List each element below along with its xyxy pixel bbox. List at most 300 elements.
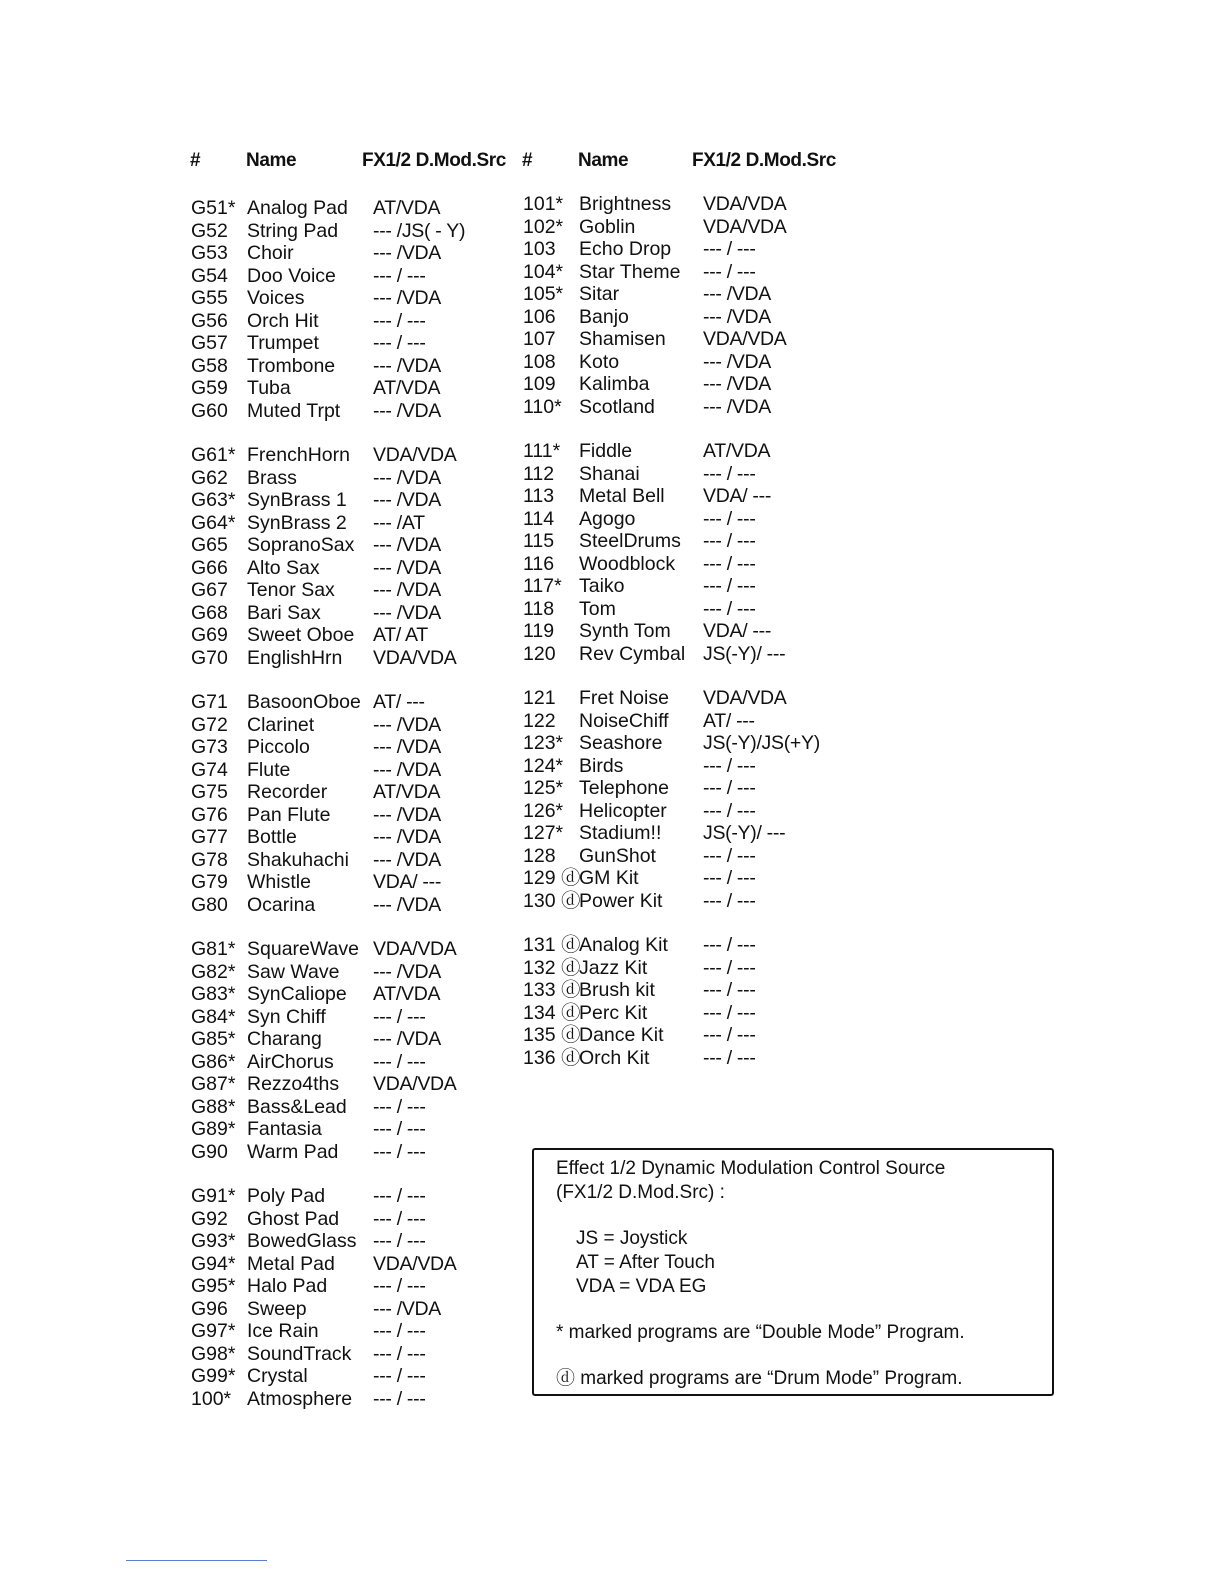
program-number: 106 xyxy=(523,305,556,328)
program-row xyxy=(523,193,883,216)
program-name: Metal Pad xyxy=(247,1252,335,1275)
program-row xyxy=(523,1047,883,1070)
program-fx-source: VDA/ --- xyxy=(703,485,772,507)
program-number: 124* xyxy=(523,754,564,777)
program-name: Bass&Lead xyxy=(247,1095,347,1118)
program-name: Crystal xyxy=(247,1365,308,1387)
program-row xyxy=(191,400,551,423)
program-row xyxy=(523,800,883,823)
program-group xyxy=(523,440,883,665)
program-name: Analog Kit xyxy=(579,934,668,956)
program-row xyxy=(523,328,883,351)
program-row xyxy=(523,283,883,306)
program-fx-source: --- / --- xyxy=(373,264,426,287)
right-header-fx: FX1/2 D.Mod.Src xyxy=(692,150,836,171)
program-name: Rezzo4ths xyxy=(247,1073,340,1095)
program-name: Analog Pad xyxy=(247,197,348,219)
program-fx-source: --- / --- xyxy=(373,1095,426,1118)
program-row xyxy=(191,242,551,265)
program-number: 120 xyxy=(523,642,556,665)
program-number: G90 xyxy=(191,1140,228,1163)
program-name: Trombone xyxy=(247,354,336,377)
program-fx-source: --- / --- xyxy=(703,777,756,799)
program-fx-source: --- /VDA xyxy=(373,242,442,264)
program-number: G59 xyxy=(191,377,228,399)
program-number: 129 ⓓ xyxy=(523,867,581,889)
program-row xyxy=(191,1051,551,1074)
program-number: G82* xyxy=(191,960,236,983)
program-number: 102* xyxy=(523,215,564,238)
program-number: 117* xyxy=(523,575,562,597)
program-row xyxy=(523,822,883,845)
program-number: 103 xyxy=(523,238,556,260)
program-fx-source: VDA/ --- xyxy=(373,871,442,893)
program-fx-source: --- / --- xyxy=(373,309,426,332)
program-fx-source: --- /VDA xyxy=(373,826,442,848)
program-number: 118 xyxy=(523,597,555,620)
program-number: 101* xyxy=(523,193,564,215)
program-row xyxy=(191,894,551,917)
program-row xyxy=(191,826,551,849)
program-name: Echo Drop xyxy=(579,238,672,260)
program-row xyxy=(523,710,883,733)
program-name: Saw Wave xyxy=(247,960,340,983)
program-name: Brightness xyxy=(579,193,672,215)
program-fx-source: --- / --- xyxy=(703,1024,756,1046)
program-name: Charang xyxy=(247,1028,322,1050)
program-number: G53 xyxy=(191,242,228,264)
program-fx-source: --- / --- xyxy=(373,332,426,354)
program-number: G91* xyxy=(191,1185,236,1207)
left-program-column xyxy=(191,197,551,1432)
program-number: G67 xyxy=(191,579,228,601)
program-fx-source: --- / --- xyxy=(703,934,756,956)
program-number: 119 xyxy=(523,620,555,642)
left-header-fx: FX1/2 D.Mod.Src xyxy=(362,150,506,171)
program-name: Metal Bell xyxy=(579,485,665,507)
program-name: Orch Hit xyxy=(247,309,319,332)
program-row xyxy=(191,714,551,737)
program-row xyxy=(191,197,551,220)
program-number: G65 xyxy=(191,534,228,556)
right-program-column xyxy=(523,193,883,1091)
program-row xyxy=(523,643,883,666)
program-fx-source: --- / --- xyxy=(373,1207,426,1230)
program-row xyxy=(191,624,551,647)
program-number: G54 xyxy=(191,264,228,287)
program-number: G93* xyxy=(191,1230,236,1252)
legend-drum-note: ⓓ marked programs are “Drum Mode” Program. xyxy=(556,1368,963,1389)
program-number: G97* xyxy=(191,1320,236,1342)
program-name: Ice Rain xyxy=(247,1320,319,1342)
program-name: Jazz Kit xyxy=(579,956,648,979)
program-row xyxy=(523,598,883,621)
program-name: Brass xyxy=(247,466,297,489)
program-fx-source: JS(-Y)/JS(+Y) xyxy=(703,732,820,754)
program-number: G84* xyxy=(191,1005,236,1028)
program-fx-source: --- / --- xyxy=(373,1387,426,1410)
legend-subtitle: (FX1/2 D.Mod.Src) : xyxy=(556,1182,725,1203)
program-name: FrenchHorn xyxy=(247,444,350,466)
program-row xyxy=(523,396,883,419)
program-row xyxy=(523,845,883,868)
program-group xyxy=(191,1185,551,1410)
program-number: 107 xyxy=(523,328,556,350)
program-number: G62 xyxy=(191,466,228,489)
program-row xyxy=(191,938,551,961)
left-header-num: # xyxy=(190,150,201,171)
program-number: G71 xyxy=(191,691,228,713)
program-fx-source: --- /VDA xyxy=(373,287,442,309)
program-row xyxy=(523,890,883,913)
program-number: 110* xyxy=(523,395,562,418)
program-name: Doo Voice xyxy=(247,264,336,287)
program-name: Sweet Oboe xyxy=(247,624,355,646)
program-fx-source: AT/VDA xyxy=(373,377,441,399)
program-fx-source: VDA/VDA xyxy=(373,646,457,669)
program-fx-source: --- / --- xyxy=(703,238,756,260)
program-name: Whistle xyxy=(247,871,311,893)
program-number: G56 xyxy=(191,309,228,332)
program-number: 104* xyxy=(523,260,564,283)
legend-js: JS = Joystick xyxy=(576,1228,688,1249)
program-name: Dance Kit xyxy=(579,1024,664,1046)
program-group xyxy=(191,444,551,669)
program-number: G77 xyxy=(191,826,228,848)
program-row xyxy=(191,759,551,782)
program-number: G57 xyxy=(191,332,228,354)
program-fx-source: VDA/VDA xyxy=(373,938,457,960)
program-name: Banjo xyxy=(579,305,629,328)
program-number: G94* xyxy=(191,1252,236,1275)
program-fx-source: AT/VDA xyxy=(373,197,441,219)
program-name: Sitar xyxy=(579,283,620,305)
program-fx-source: --- /VDA xyxy=(373,960,442,983)
program-fx-source: --- /VDA xyxy=(373,489,442,511)
program-row xyxy=(523,508,883,531)
program-row xyxy=(523,373,883,396)
program-fx-source: --- /VDA xyxy=(373,466,442,489)
program-name: Koto xyxy=(579,350,620,373)
program-fx-source: VDA/VDA xyxy=(703,328,787,350)
program-number: 112 xyxy=(523,462,555,485)
program-group xyxy=(523,687,883,912)
program-fx-source: AT/ AT xyxy=(373,624,428,646)
program-fx-source: --- /VDA xyxy=(703,283,772,305)
program-number: G64* xyxy=(191,511,236,534)
program-fx-source: --- / --- xyxy=(703,507,756,530)
right-header-num: # xyxy=(522,150,533,171)
program-name: EnglishHrn xyxy=(247,646,343,669)
program-fx-source: --- / --- xyxy=(373,1365,426,1387)
program-group xyxy=(191,938,551,1163)
program-row xyxy=(191,781,551,804)
program-number: G95* xyxy=(191,1275,236,1297)
program-fx-source: --- / --- xyxy=(703,1001,756,1024)
program-number: G83* xyxy=(191,983,236,1005)
program-row xyxy=(191,310,551,333)
program-fx-source: --- / --- xyxy=(703,260,756,283)
program-number: 123* xyxy=(523,732,564,754)
program-fx-source: --- / --- xyxy=(373,1342,426,1365)
program-number: 105* xyxy=(523,283,564,305)
program-number: G89* xyxy=(191,1118,236,1140)
program-name: Atmosphere xyxy=(247,1387,353,1410)
program-number: G69 xyxy=(191,624,228,646)
program-number: G98* xyxy=(191,1342,236,1365)
program-row xyxy=(191,961,551,984)
program-row xyxy=(191,1096,551,1119)
program-name: SquareWave xyxy=(247,938,360,960)
program-row xyxy=(191,1365,551,1388)
program-name: SynCaliope xyxy=(247,983,347,1005)
program-fx-source: --- / --- xyxy=(373,1185,426,1207)
program-row xyxy=(191,579,551,602)
program-name: Alto Sax xyxy=(247,556,320,579)
program-row xyxy=(523,261,883,284)
program-number: G58 xyxy=(191,354,228,377)
program-name: GunShot xyxy=(579,844,656,867)
program-number: 125* xyxy=(523,777,564,799)
program-number: G85* xyxy=(191,1028,236,1050)
program-number: 136 ⓓ xyxy=(523,1046,581,1069)
program-fx-source: --- / --- xyxy=(373,1005,426,1028)
program-row xyxy=(191,1320,551,1343)
program-fx-source: --- /JS( - Y) xyxy=(373,219,466,242)
program-row xyxy=(523,1002,883,1025)
program-number: G88* xyxy=(191,1095,236,1118)
program-fx-source: --- / --- xyxy=(703,530,756,552)
program-name: Taiko xyxy=(579,575,625,597)
program-number: 128 xyxy=(523,844,556,867)
program-fx-source: --- /VDA xyxy=(703,305,772,328)
program-name: Ghost Pad xyxy=(247,1207,340,1230)
program-name: Pan Flute xyxy=(247,803,331,826)
program-row xyxy=(523,934,883,957)
program-number: G73 xyxy=(191,736,228,758)
program-row xyxy=(523,687,883,710)
program-name: Star Theme xyxy=(579,260,681,283)
legend-at: AT = After Touch xyxy=(576,1252,715,1273)
program-number: G81* xyxy=(191,938,236,960)
program-row xyxy=(191,1208,551,1231)
program-fx-source: --- / --- xyxy=(373,1320,426,1342)
program-number: G96 xyxy=(191,1297,228,1320)
program-group xyxy=(523,193,883,418)
legend-title: Effect 1/2 Dynamic Modulation Control Source xyxy=(556,1158,946,1179)
program-name: Syn Chiff xyxy=(247,1005,326,1028)
program-fx-source: VDA/VDA xyxy=(703,193,787,215)
program-name: Agogo xyxy=(579,507,636,530)
program-number: G70 xyxy=(191,646,228,669)
program-fx-source: --- /VDA xyxy=(373,556,442,579)
program-fx-source: --- / --- xyxy=(703,597,756,620)
program-name: AirChorus xyxy=(247,1050,334,1073)
program-name: Warm Pad xyxy=(247,1140,339,1163)
program-number: G74 xyxy=(191,758,228,781)
program-fx-source: --- /VDA xyxy=(373,848,442,871)
program-name: Fantasia xyxy=(247,1118,322,1140)
program-number: G66 xyxy=(191,556,228,579)
program-number: 115 xyxy=(523,530,555,552)
program-row xyxy=(191,534,551,557)
program-row xyxy=(191,849,551,872)
program-fx-source: AT/ --- xyxy=(373,691,425,713)
program-row xyxy=(191,557,551,580)
program-row xyxy=(523,755,883,778)
program-fx-source: --- / --- xyxy=(703,754,756,777)
program-fx-source: --- / --- xyxy=(703,575,756,597)
program-name: Bottle xyxy=(247,826,297,848)
program-row xyxy=(191,1343,551,1366)
program-number: 122 xyxy=(523,709,556,732)
program-number: 116 xyxy=(523,552,555,575)
program-fx-source: --- / --- xyxy=(703,889,756,912)
program-number: G51* xyxy=(191,197,236,219)
program-number: 126* xyxy=(523,799,564,822)
program-fx-source: --- /VDA xyxy=(373,1297,442,1320)
program-number: G78 xyxy=(191,848,228,871)
program-fx-source: VDA/VDA xyxy=(373,1073,457,1095)
program-row xyxy=(191,602,551,625)
program-number: G72 xyxy=(191,713,228,736)
program-number: 111* xyxy=(523,440,561,462)
program-row xyxy=(191,1185,551,1208)
program-fx-source: --- /VDA xyxy=(373,1028,442,1050)
program-number: G61* xyxy=(191,444,236,466)
program-number: G75 xyxy=(191,781,228,803)
legend-vda: VDA = VDA EG xyxy=(576,1276,707,1297)
program-fx-source: --- /AT xyxy=(373,511,425,534)
program-fx-source: --- /VDA xyxy=(703,395,772,418)
program-number: G92 xyxy=(191,1207,228,1230)
right-header-name: Name xyxy=(578,150,629,171)
program-number: 133 ⓓ xyxy=(523,979,581,1001)
program-row xyxy=(523,867,883,890)
program-number: G86* xyxy=(191,1050,236,1073)
program-row xyxy=(523,485,883,508)
program-row xyxy=(191,691,551,714)
program-name: Kalimba xyxy=(579,373,650,395)
program-number: G55 xyxy=(191,287,228,309)
program-fx-source: --- / --- xyxy=(373,1140,426,1163)
program-name: SoundTrack xyxy=(247,1342,352,1365)
program-fx-source: JS(-Y)/ --- xyxy=(703,822,786,844)
program-name: Muted Trpt xyxy=(247,399,341,422)
program-number: G63* xyxy=(191,489,236,511)
program-row xyxy=(523,979,883,1002)
program-group xyxy=(523,934,883,1069)
program-row xyxy=(191,1141,551,1164)
program-fx-source: --- / --- xyxy=(703,462,756,485)
program-name: Sweep xyxy=(247,1297,307,1320)
program-fx-source: --- /VDA xyxy=(703,373,772,395)
program-fx-source: --- /VDA xyxy=(373,758,442,781)
program-number: 130 ⓓ xyxy=(523,889,581,912)
program-name: Halo Pad xyxy=(247,1275,328,1297)
program-row xyxy=(191,983,551,1006)
program-number: G79 xyxy=(191,871,228,893)
program-number: G87* xyxy=(191,1073,236,1095)
program-row xyxy=(191,1388,551,1411)
program-fx-source: --- / --- xyxy=(373,1050,426,1073)
program-number: G80 xyxy=(191,893,228,916)
program-fx-source: --- /VDA xyxy=(373,803,442,826)
program-number: 108 xyxy=(523,350,556,373)
program-number: 109 xyxy=(523,373,556,395)
program-row xyxy=(523,732,883,755)
program-name: Synth Tom xyxy=(579,620,671,642)
program-name: Tuba xyxy=(247,377,291,399)
program-row xyxy=(191,377,551,400)
program-name: Brush kit xyxy=(579,979,655,1001)
program-fx-source: --- / --- xyxy=(703,844,756,867)
program-row xyxy=(191,220,551,243)
program-fx-source: AT/VDA xyxy=(373,781,441,803)
program-name: Fret Noise xyxy=(579,687,669,709)
program-row xyxy=(191,287,551,310)
program-fx-source: --- /VDA xyxy=(373,713,442,736)
program-number: 100* xyxy=(191,1387,232,1410)
footer-rule xyxy=(126,1560,267,1561)
program-fx-source: --- /VDA xyxy=(373,736,442,758)
program-name: Shamisen xyxy=(579,328,666,350)
program-fx-source: --- /VDA xyxy=(373,579,442,601)
program-number: G52 xyxy=(191,219,228,242)
program-name: Voices xyxy=(247,287,305,309)
program-name: Bari Sax xyxy=(247,601,321,624)
program-name: Flute xyxy=(247,758,291,781)
program-name: String Pad xyxy=(247,219,339,242)
program-number: 127* xyxy=(523,822,564,844)
program-name: Birds xyxy=(579,754,624,777)
program-fx-source: --- / --- xyxy=(703,979,756,1001)
program-number: 134 ⓓ xyxy=(523,1001,581,1024)
program-group xyxy=(191,691,551,916)
program-fx-source: AT/VDA xyxy=(373,983,441,1005)
program-number: 114 xyxy=(523,507,555,530)
program-row xyxy=(523,351,883,374)
program-row xyxy=(191,1006,551,1029)
program-name: SteelDrums xyxy=(579,530,681,552)
program-row xyxy=(523,620,883,643)
program-name: NoiseChiff xyxy=(579,709,669,732)
program-number: G99* xyxy=(191,1365,236,1387)
program-row xyxy=(523,575,883,598)
program-row xyxy=(191,444,551,467)
program-row xyxy=(523,440,883,463)
program-row xyxy=(191,647,551,670)
program-name: Shanai xyxy=(579,462,640,485)
program-fx-source: --- / --- xyxy=(703,552,756,575)
program-name: GM Kit xyxy=(579,867,639,889)
program-fx-source: VDA/VDA xyxy=(703,215,787,238)
program-name: Woodblock xyxy=(579,552,676,575)
program-name: Choir xyxy=(247,242,294,264)
program-name: Goblin xyxy=(579,215,636,238)
program-row xyxy=(523,463,883,486)
left-header-name: Name xyxy=(246,150,297,171)
program-row xyxy=(523,216,883,239)
program-fx-source: --- / --- xyxy=(703,799,756,822)
program-row xyxy=(191,1230,551,1253)
program-name: Power Kit xyxy=(579,889,663,912)
program-row xyxy=(523,553,883,576)
program-row xyxy=(191,1253,551,1276)
program-name: Helicopter xyxy=(579,799,667,822)
program-row xyxy=(191,871,551,894)
program-name: Tenor Sax xyxy=(247,579,335,601)
